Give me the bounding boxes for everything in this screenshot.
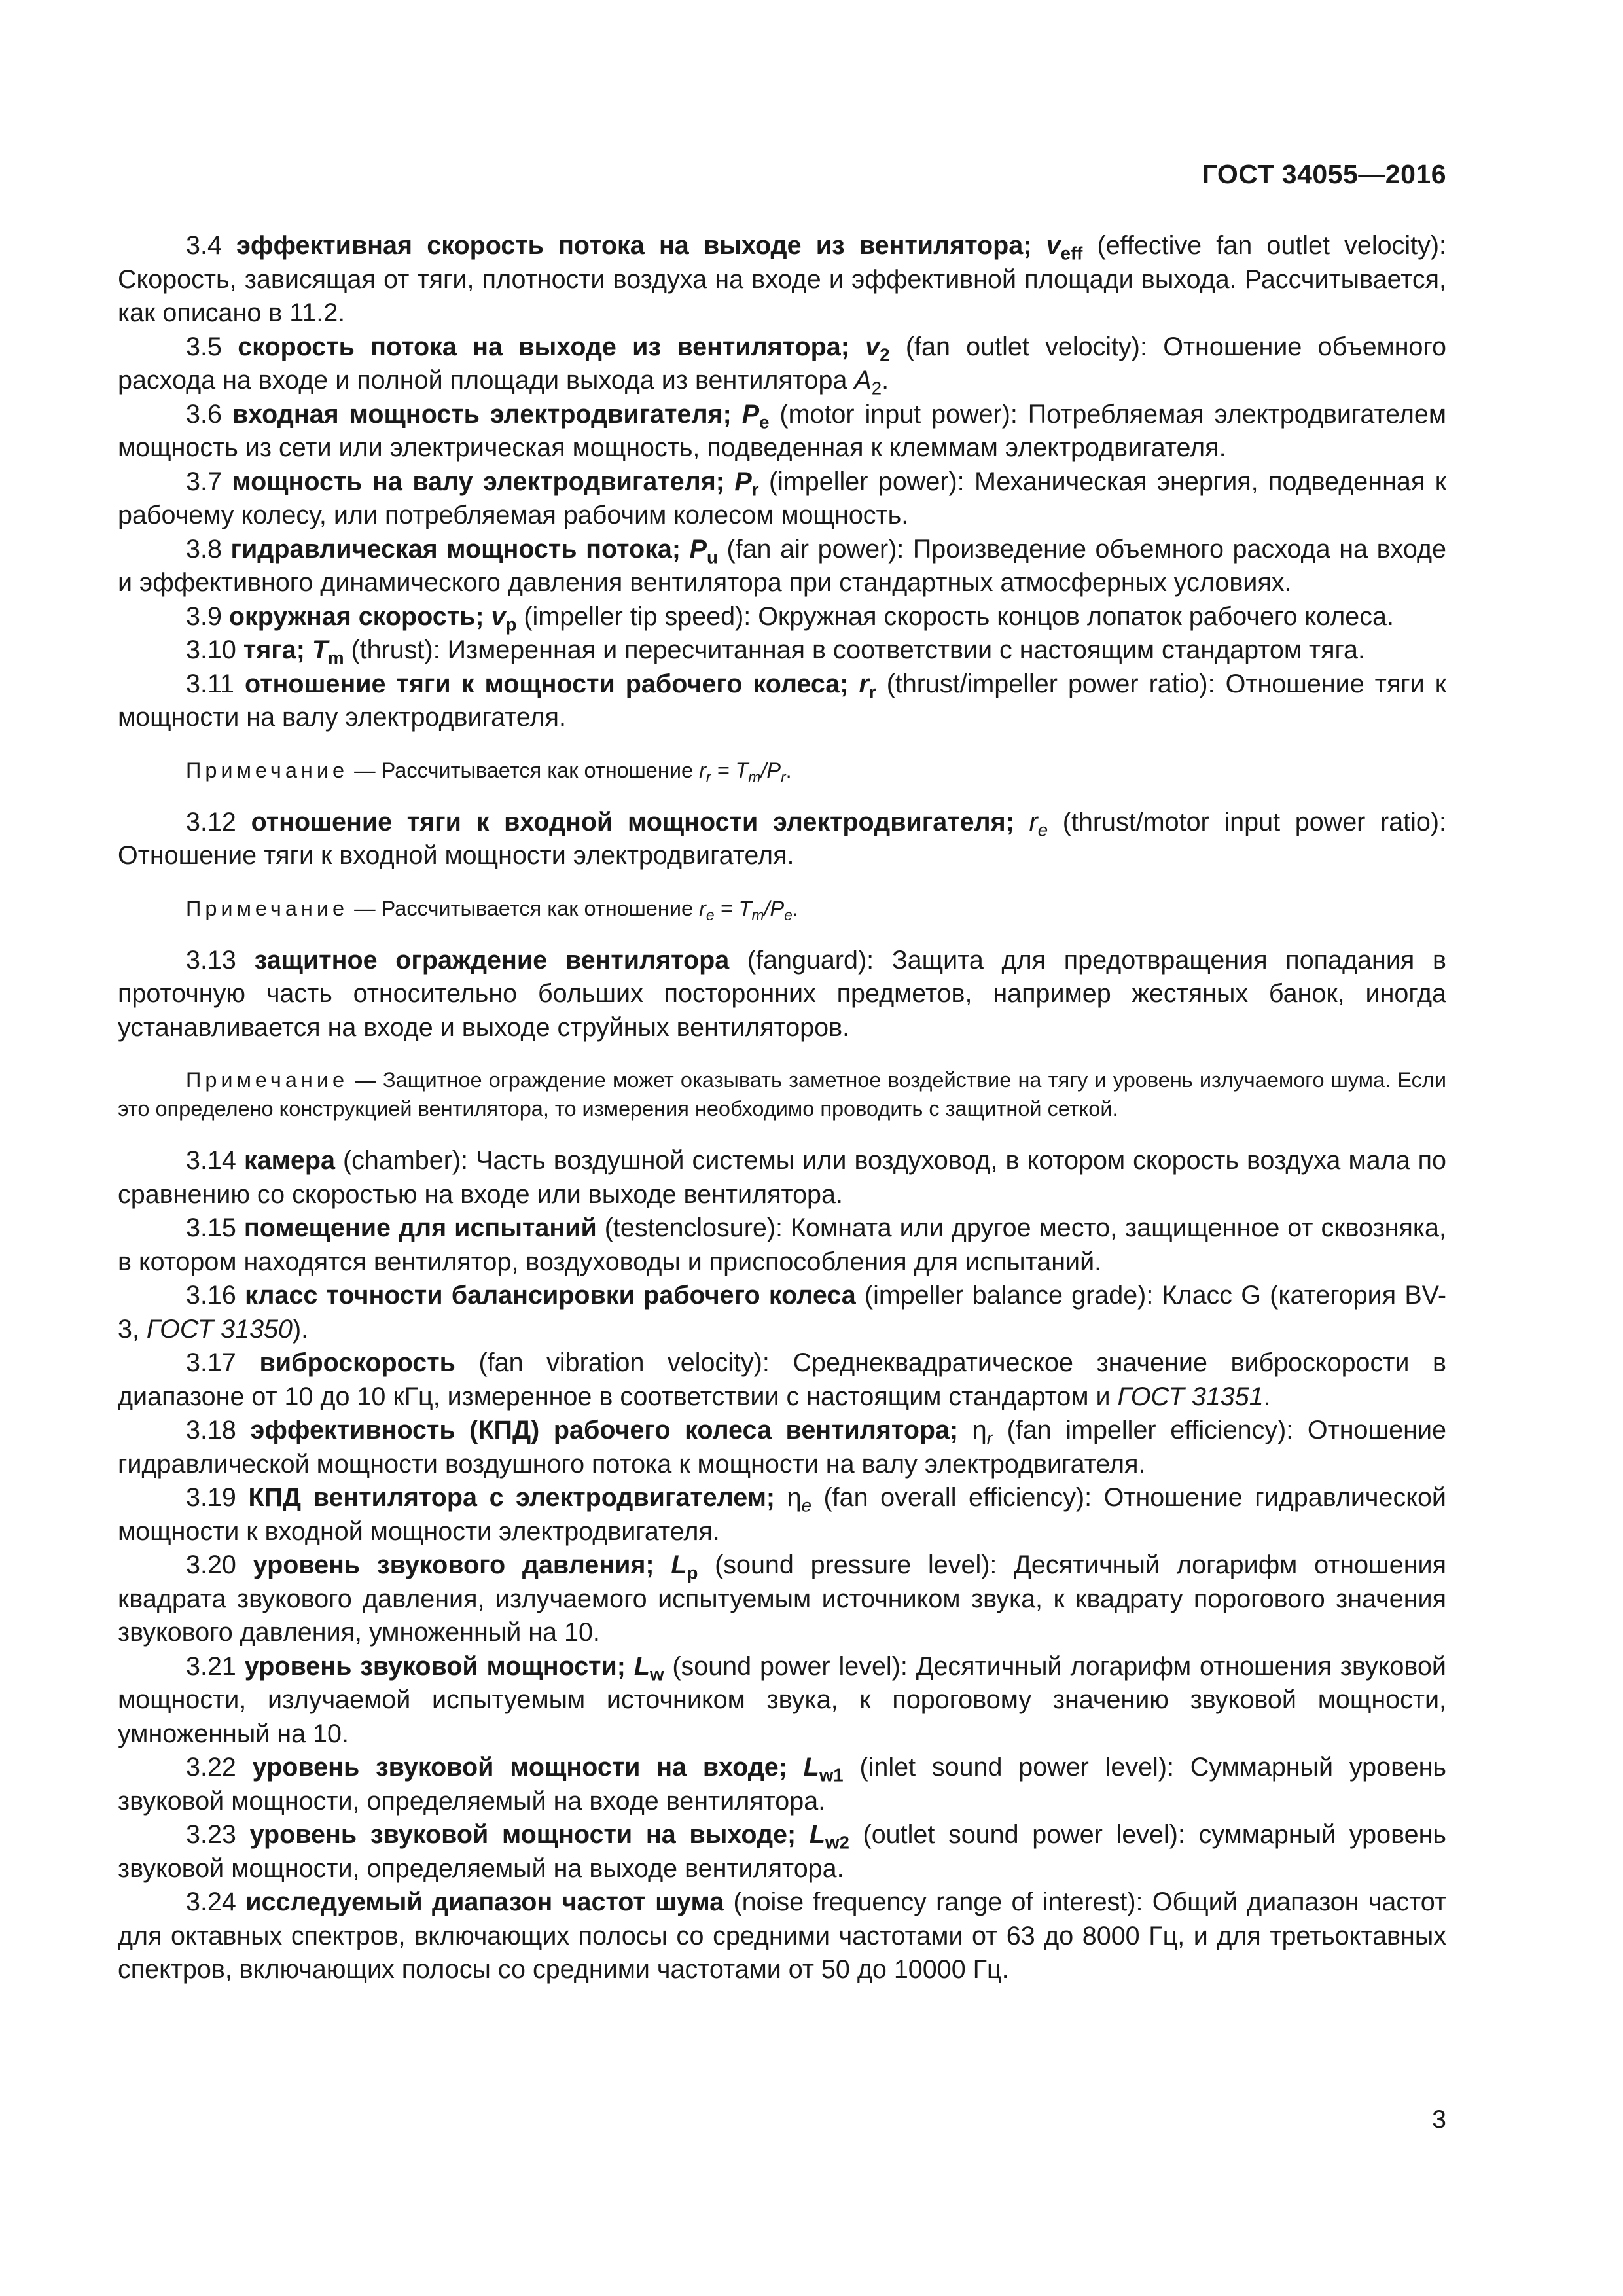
- note-2: Примечание — Рассчитывается как отношение $r_e = T_m/P_e$.: [186, 896, 798, 924]
- page-number: 3: [1432, 2106, 1446, 2134]
- term-3-18: 3.18 эффективность (КПД) рабочего колеса вентилятора; $\eta_r$ (fan impeller efficiency): Отношение гидравлической мощности воздушного потока к мощности на валу электродвигателя.: [118, 1416, 1446, 1479]
- term-3-6: 3.6 входная мощность электродвигателя; $P_e$ (motor input power): Потребляемая электродвигателем мощность из сети или электрическая мощность, подведенная к клеммам электродвигателя.: [118, 399, 1446, 462]
- term-3-4: 3.4 эффективная скорость потока на выходе из вентилятора; $v_{eff}$ (effective fan outlet velocity): Скорость, зависящая от тяги, плотности воздуха на входе и эффективной площади выхода. Рассчитывается, как описано в 11.2.: [118, 231, 1446, 327]
- term-3-16: 3.16 класс точности балансировки рабочего колеса (impeller balance grade): Класс G (категория BV-3, ГОСТ 31350).: [118, 1281, 1446, 1344]
- term-3-24: 3.24 исследуемый диапазон частот шума (noise frequency range of interest): Общий диапазон частот для октавных спектров, включающих полосы со средними частотами от 63 до 8000 Гц, и для третьоктавных спектров, включающих полосы со средними частотами от 50 до 10000 Гц.: [118, 1888, 1446, 1984]
- term-3-7: 3.7 мощность на валу электродвигателя; $P_r$ (impeller power): Механическая энергия, подведенная к рабочему колесу, или потребляемая рабочим колесом мощность.: [118, 467, 1446, 529]
- term-3-8: 3.8 гидравлическая мощность потока; $P_u$ (fan air power): Произведение объемного расхода на входе и эффективного динамического давления вентилятора при стандартных атмосферных условиях.: [118, 534, 1447, 597]
- term-3-17: 3.17 виброскорость (fan vibration velocity): Среднеквадратическое значение виброскорости в диапазоне от 10 до 10 кГц, измеренное в соответствии с настоящим стандартом и ГОСТ 31351.: [118, 1348, 1447, 1411]
- term-3-20: 3.20 уровень звукового давления; $L_p$ (sound pressure level): Десятичный логарифм отношения квадрата звукового давления, излучаемого испытуемым источником звука, к квадрату порогового значения звукового давления, умноженный на 10.: [118, 1551, 1446, 1647]
- term-3-12: 3.12 отношение тяги к входной мощности электродвигателя; $r_e$ (thrust/motor input power ratio): Отношение тяги к входной мощности электродвигателя.: [118, 807, 1447, 870]
- term-3-10: 3.10 тяга; $T_m$ (thrust): Измеренная и пересчитанная в соответствии с настоящим стандартом тяга.: [186, 636, 1365, 668]
- term-3-15: 3.15 помещение для испытаний (testenclosure): Комната или другое место, защищенное от сквозняка, в котором находятся вентилятор, воздуховоды и приспособления для испытаний.: [118, 1213, 1446, 1276]
- term-3-5: 3.5 скорость потока на выходе из вентилятора; $v_2$ (fan outlet velocity): Отношение объемного расхода на входе и полной площади выхода из вентилятора $A_2$.: [118, 332, 1446, 399]
- note-1: Примечание — Рассчитывается как отношение $r_r = T_m/P_r$.: [186, 758, 792, 785]
- term-3-9: 3.9 окружная скорость; $v_p$ (impeller tip speed): Окружная скорость концов лопаток рабочего колеса.: [186, 601, 1394, 634]
- term-3-11: 3.11 отношение тяги к мощности рабочего колеса; $r_r$ (thrust/impeller power ratio): Отношение тяги к мощности на валу электродвигателя.: [118, 669, 1447, 732]
- term-3-22: 3.22 уровень звуковой мощности на входе; $L_{w1}$ (inlet sound power level): Суммарный уровень звуковой мощности, определяемый на входе вентилятора.: [118, 1753, 1446, 1816]
- term-3-21: 3.21 уровень звуковой мощности; $L_w$ (sound power level): Десятичный логарифм отношения звуковой мощности, излучаемой испытуемым источником звука, к пороговому значению звуковой мощности, умноженный на 10.: [118, 1651, 1446, 1748]
- document-header: ГОСТ 34055—2016: [1202, 159, 1446, 189]
- document-body: [118, 229, 1446, 1987]
- term-3-23: 3.23 уровень звуковой мощности на выходе; $L_{w2}$ (outlet sound power level): суммарный уровень звуковой мощности, определяемый на выходе вентилятора.: [118, 1820, 1446, 1883]
- term-3-14: 3.14 камера (chamber): Часть воздушной системы или воздуховод, в котором скорость воздуха мала по сравнению со скоростью на входе или выходе вентилятора.: [118, 1146, 1446, 1209]
- term-3-19: 3.19 КПД вентилятора с электродвигателем; $\eta_e$ (fan overall efficiency): Отношение гидравлической мощности к входной мощности электродвигателя.: [118, 1483, 1446, 1546]
- note-3: Примечание — Защитное ограждение может оказывать заметное воздействие на тягу и уровень излучаемого шума. Если это определено конструкцией вентилятора, то измерения необходимо проводить с защитной сеткой.: [118, 1068, 1446, 1121]
- term-3-13: 3.13 защитное ограждение вентилятора (fanguard): Защита для предотвращения попадания в проточную часть относительно больших посторонних предметов, например жестяных банок, иногда устанавливается на входе и выходе струйных вентиляторов.: [118, 945, 1446, 1042]
